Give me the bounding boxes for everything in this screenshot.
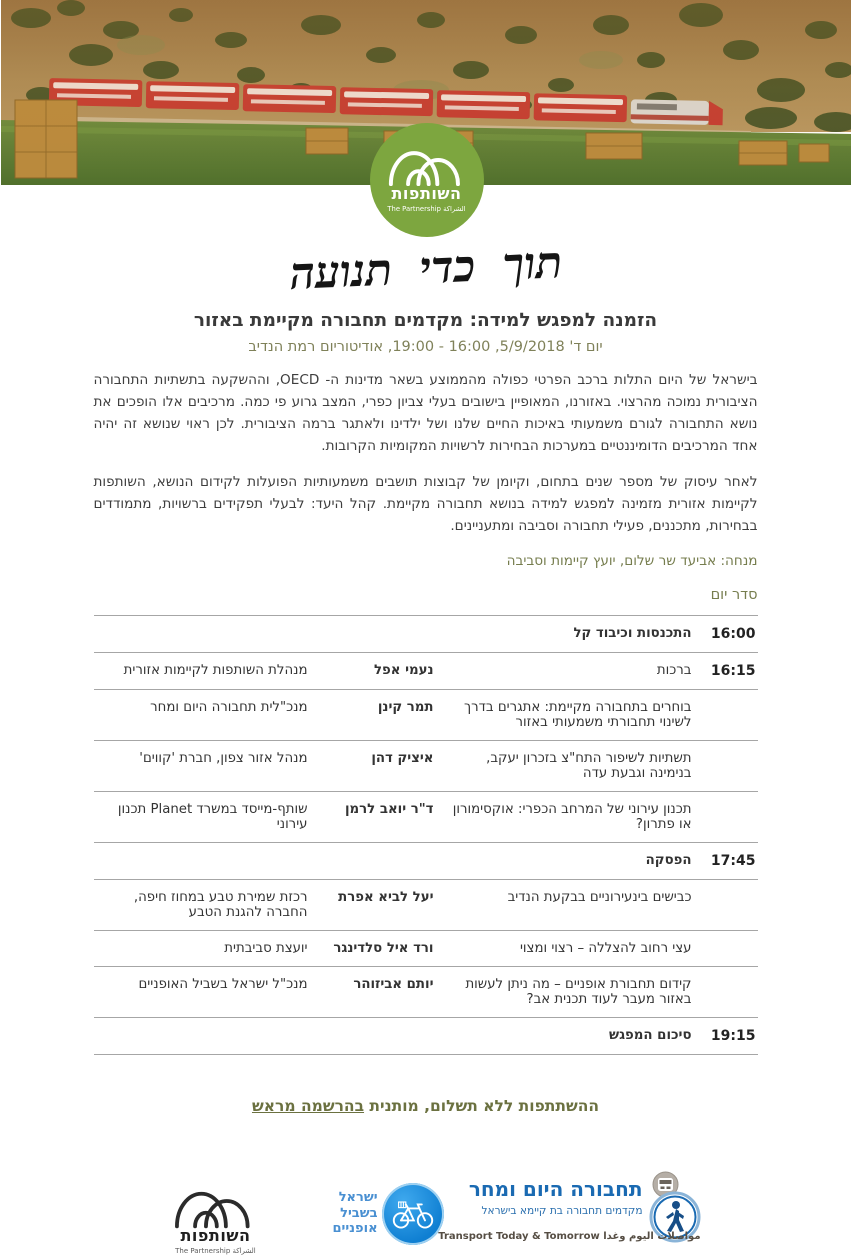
agenda-topic: עצי רחוב להצללה – רצוי ומצוי (436, 931, 694, 967)
agenda-speaker: יעל לביא אפרת (310, 880, 436, 931)
agenda-speaker (310, 1018, 436, 1055)
agenda-time (694, 792, 758, 843)
agenda-role: רכזת שמירת טבע במחוז חיפה, החברה להגנת הטבע (94, 880, 310, 931)
event-date-line: יום ד' 5/9/2018, 16:00 - 19:00, אודיטוריום רמת הנדיב (1, 339, 851, 355)
agenda-table (94, 615, 758, 1055)
transport-logo-subtitle: מקדמים תחבורה בת קיימא בישראל (481, 1205, 642, 1217)
agenda-speaker: איציק דהן (310, 741, 436, 792)
agenda-time: 19:15 (694, 1018, 758, 1055)
transport-logo-title: תחבורה היום ומחר (469, 1177, 643, 1201)
agenda-role (94, 616, 310, 653)
partnership-footer-title: השותפות (180, 1226, 250, 1245)
agenda-time (694, 880, 758, 931)
agenda-topic: הפסקה (436, 843, 694, 880)
agenda-time: 17:45 (694, 843, 758, 880)
transport-logo-caption (496, 1231, 701, 1242)
agenda-row (94, 880, 758, 931)
registration-link[interactable]: בהרשמה מראש (252, 1097, 364, 1115)
agenda-role: מנכ"ל ישראל בשביל האופניים (94, 967, 310, 1018)
transport-caption-english: Transport Today & Tomorrow (438, 1231, 599, 1242)
agenda-row (94, 741, 758, 792)
agenda-speaker: נעמי אפל (310, 653, 436, 690)
agenda-time: 16:15 (694, 653, 758, 690)
agenda-row (94, 690, 758, 741)
agenda-role: שותף-מייסד במשרד Planet תכנון עירוני (94, 792, 310, 843)
agenda-row (94, 792, 758, 843)
transport-caption-arabic: مواصلات اليوم وغدا (603, 1231, 700, 1242)
registration-note (1, 1097, 851, 1115)
agenda-speaker: ורד איל סלדינגר (310, 931, 436, 967)
agenda-row (94, 843, 758, 880)
agenda-speaker: ד"ר יואב לרמן (310, 792, 436, 843)
agenda-time (694, 931, 758, 967)
agenda-role: מנכ"לית תחבורה היום ומחר (94, 690, 310, 741)
agenda-speaker (310, 616, 436, 653)
agenda-role: יועצת סביבתית (94, 931, 310, 967)
headline: הזמנה למפגש למידה: מקדמים תחבורה מקיימת באזור (1, 310, 851, 331)
cycling-logo-text: ישראל בשביל אופניים (332, 1190, 377, 1237)
agenda-topic: סיכום המפגש (436, 1018, 694, 1055)
agenda-topic: תכנון עירוני של המרחב הכפרי: אוקסימורון או פתרון? (436, 792, 694, 843)
agenda-role (94, 843, 310, 880)
agenda-topic: בוחרים בתחבורה מקיימת: אתגרים בדרך לשינוי תחבורתי משמעותי באזור (436, 690, 694, 741)
partnership-footer-subtitle: The Partnership الشراكة (175, 1247, 256, 1255)
arches-dark-icon (169, 1172, 261, 1230)
transport-today-tomorrow-logo (496, 1171, 701, 1256)
partnership-footer-logo (150, 1172, 280, 1255)
event-script-title: תוך כדי תנועה (0, 224, 851, 312)
agenda-topic: התכנסות וכיבוד קל (436, 616, 694, 653)
partnership-logo-badge (370, 123, 484, 237)
agenda-time: 16:00 (694, 616, 758, 653)
badge-subtitle: The Partnership الشراكة (387, 205, 465, 213)
israel-cycling-logo (332, 1183, 443, 1245)
footer-logos (1, 1171, 851, 1256)
agenda-row (94, 1018, 758, 1055)
agenda-time (694, 967, 758, 1018)
agenda-topic: כבישים בינעירוניים בבקעת הנדיב (436, 880, 694, 931)
agenda-topic: תשתיות לשיפור התח"צ בזכרון יעקב, בנימינה וגבעת עדה (436, 741, 694, 792)
arches-icon (384, 132, 470, 188)
audience-paragraph: לאחר עיסוק של מספר שנים בתחום, וקיומן של קבוצות תושבים משמעותיות הפועלות לקידום הנושא, השותפות לקיימות אזורית מזמינה למפגש למידה בנושא תחבורה מקיימת. קהל היעד: לבעלי תפקידים ברשויות, מתמודדים בבחירות, מתכננים, פעילי תחבורה וסביבה ומתעניינים. (94, 471, 758, 537)
agenda-speaker (310, 843, 436, 880)
agenda-row (94, 616, 758, 653)
invitation-page (1, 0, 851, 1200)
intro-paragraph: בישראל של היום התלות ברכב הפרטי כפולה מהממוצע בשאר מדינות ה- OECD, וההשקעה בתשתיות התחבורה הציבורית נמוכה מהרצוי. באזורנו, המאופיין בישובים בעלי צביון כפרי, המצב גרוע פי כמה. מרכיבים אלו הופכים את נושא התחבורה לגורם משמעותי באיכות החיים שלנו ושל ילדינו ולאתגר ברמה הציבורית. לכן ראוי שנושא זה יהיה אחד המרכיבים הדומיננטיים במערכות הבחירות לרשויות המקומיות הקרובות. (94, 369, 758, 457)
agenda-row (94, 931, 758, 967)
badge-title: השותפות (392, 186, 462, 202)
agenda-row (94, 967, 758, 1018)
agenda-row (94, 653, 758, 690)
registration-text: ההשתתפות ללא תשלום, מותנית (364, 1097, 599, 1115)
agenda-title: סדר יום (94, 587, 758, 603)
agenda-role: מנהל אזור צפון, חברת 'קווים' (94, 741, 310, 792)
agenda-role: מנהלת השותפות לקיימות אזורית (94, 653, 310, 690)
agenda-speaker: תמר קינן (310, 690, 436, 741)
agenda-role (94, 1018, 310, 1055)
agenda-time (694, 690, 758, 741)
body-content (94, 369, 758, 1055)
hero-photo (1, 0, 851, 185)
agenda-topic: ברכות (436, 653, 694, 690)
bicycle-icon (382, 1183, 444, 1245)
agenda-table-body (94, 616, 758, 1055)
agenda-time (694, 741, 758, 792)
agenda-speaker: יותם אביזוהר (310, 967, 436, 1018)
agenda-topic: קידום תחבורת אופניים – מה ניתן לעשות באזור מעבר לעוד תכנית אב? (436, 967, 694, 1018)
facilitator-line: מנחה: אביעד שר שלום, יועץ קיימות וסביבה (94, 553, 758, 569)
